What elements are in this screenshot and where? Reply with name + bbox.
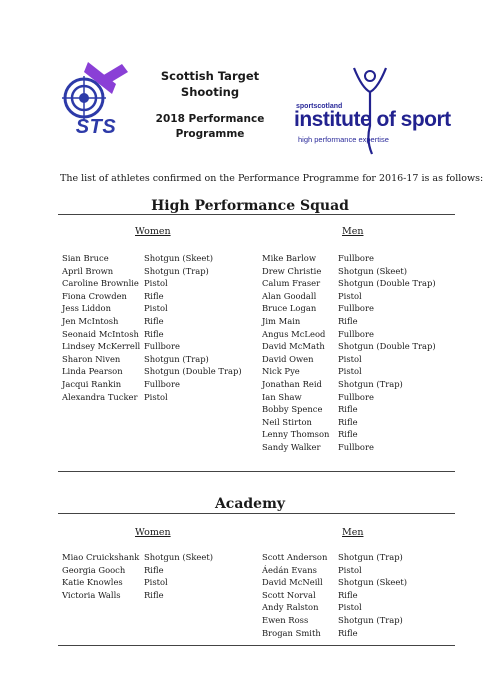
- athlete-name: Scott Norval: [262, 589, 316, 600]
- athlete-row: [262, 315, 436, 328]
- athlete-name: Jen McIntosh: [62, 315, 119, 326]
- athlete-discipline: Pistol: [144, 577, 168, 588]
- athlete-name: Brogan Smith: [262, 627, 321, 638]
- athlete-discipline: Fullbore: [144, 341, 180, 352]
- athlete-row: [62, 378, 242, 391]
- athlete-discipline: Pistol: [144, 391, 168, 402]
- athlete-name: Lindsey McKerrell: [62, 341, 141, 352]
- athlete-name: Bruce Logan: [262, 303, 317, 314]
- athlete-name: Katie Knowles: [62, 577, 123, 588]
- squad-title: High Performance Squad: [151, 198, 349, 214]
- athlete-row: [262, 627, 407, 640]
- athlete-discipline: Fullbore: [144, 378, 180, 389]
- athlete-row: [62, 302, 242, 315]
- athlete-discipline: Shotgun (Skeet): [144, 552, 213, 562]
- athlete-discipline: Rifle: [144, 315, 164, 326]
- athlete-row: [62, 353, 242, 366]
- athlete-discipline: Rifle: [338, 627, 358, 638]
- athlete-name: Bobby Spence: [262, 404, 323, 415]
- athlete-row: [262, 428, 436, 441]
- athlete-discipline: Rifle: [338, 416, 358, 427]
- athlete-discipline: Rifle: [338, 404, 358, 415]
- athlete-discipline: Shotgun (Trap): [144, 353, 209, 364]
- athlete-name: Neil Stirton: [262, 416, 312, 427]
- athlete-discipline: Rifle: [338, 315, 358, 326]
- athlete-row: [262, 365, 436, 378]
- squad-top-rule: [58, 214, 455, 215]
- athlete-discipline: Shotgun (Trap): [144, 265, 209, 276]
- partner-small-text: sportscotland: [296, 103, 343, 110]
- partner-logo-text: institute of sport: [294, 108, 451, 131]
- athlete-name: Alexandra Tucker: [62, 391, 138, 402]
- athlete-name: Scott Anderson: [262, 552, 328, 562]
- athlete-name: Ewen Ross: [262, 614, 309, 625]
- athlete-discipline: Shotgun (Double Trap): [338, 341, 436, 352]
- academy-women-list: [62, 551, 213, 601]
- athlete-discipline: Pistol: [144, 278, 168, 289]
- athlete-name: Nick Pye: [262, 366, 300, 377]
- athlete-row: [262, 441, 436, 454]
- athlete-row: [262, 564, 407, 577]
- athlete-name: Sian Bruce: [62, 253, 109, 263]
- academy-title: Academy: [214, 496, 286, 512]
- athlete-row: [262, 265, 436, 278]
- athlete-discipline: Pistol: [338, 366, 362, 377]
- athlete-name: Jim Main: [262, 315, 301, 326]
- athlete-row: [62, 576, 213, 589]
- athlete-name: Sandy Walker: [262, 441, 321, 452]
- athlete-name: Lenny Thomson: [262, 429, 330, 440]
- athlete-discipline: Fullbore: [338, 328, 374, 339]
- athlete-discipline: Rifle: [144, 564, 164, 575]
- athlete-discipline: Rifle: [144, 328, 164, 339]
- athlete-row: [62, 252, 242, 265]
- athlete-name: Seonaid McIntosh: [62, 328, 139, 339]
- athlete-row: [62, 340, 242, 353]
- athlete-row: [262, 416, 436, 429]
- academy-men-list: [262, 551, 407, 639]
- squad-bottom-rule: [58, 471, 455, 472]
- athlete-name: Caroline Brownlie: [62, 278, 139, 289]
- athlete-name: Ian Shaw: [262, 391, 302, 402]
- athlete-name: Georgia Gooch: [62, 564, 126, 575]
- squad-women-list: [62, 252, 242, 403]
- squad-men-heading: Men: [342, 226, 364, 237]
- organisation-title: Scottish Target Shooting: [160, 69, 260, 99]
- athlete-name: Linda Pearson: [62, 366, 123, 377]
- athlete-discipline: Pistol: [338, 602, 362, 613]
- academy-women-heading: Women: [135, 527, 171, 538]
- athlete-row: [62, 265, 242, 278]
- athlete-row: [62, 589, 213, 602]
- athlete-name: Victoria Walls: [62, 589, 121, 600]
- squad-men-list: [262, 252, 436, 454]
- sts-logo-text: STS: [75, 116, 117, 138]
- athlete-row: [62, 328, 242, 341]
- athlete-row: [62, 315, 242, 328]
- athlete-row: [262, 378, 436, 391]
- athlete-name: April Brown: [62, 265, 114, 276]
- academy-bottom-rule: [58, 645, 455, 646]
- athlete-row: [62, 365, 242, 378]
- athlete-discipline: Fullbore: [338, 253, 374, 263]
- athlete-row: [262, 551, 407, 564]
- academy-top-rule: [58, 513, 455, 514]
- athlete-discipline: Fullbore: [338, 303, 374, 314]
- athlete-name: Jonathan Reid: [262, 378, 322, 389]
- athlete-discipline: Pistol: [338, 353, 362, 364]
- athlete-discipline: Rifle: [338, 429, 358, 440]
- athlete-name: Jess Liddon: [62, 303, 111, 314]
- athlete-row: [262, 290, 436, 303]
- athlete-name: David McMath: [262, 341, 325, 352]
- programme-title: 2018 Performance Programme: [155, 113, 265, 140]
- athlete-row: [62, 551, 213, 564]
- athlete-discipline: Pistol: [338, 290, 362, 301]
- athlete-row: [62, 290, 242, 303]
- athlete-discipline: Shotgun (Skeet): [338, 577, 407, 588]
- athlete-row: [262, 252, 436, 265]
- athlete-discipline: Shotgun (Double Trap): [144, 366, 242, 377]
- athlete-row: [262, 601, 407, 614]
- athlete-row: [262, 302, 436, 315]
- athlete-name: Calum Fraser: [262, 278, 321, 289]
- athlete-row: [262, 328, 436, 341]
- athlete-row: [262, 391, 436, 404]
- athlete-row: [262, 576, 407, 589]
- athlete-name: David Owen: [262, 353, 314, 364]
- athlete-discipline: Shotgun (Trap): [338, 614, 403, 625]
- athlete-name: Fiona Crowden: [62, 290, 127, 301]
- athlete-row: [262, 403, 436, 416]
- athlete-row: [262, 340, 436, 353]
- squad-women-heading: Women: [135, 226, 171, 237]
- athlete-name: David McNeill: [262, 577, 323, 588]
- athlete-discipline: Fullbore: [338, 391, 374, 402]
- athlete-discipline: Rifle: [144, 290, 164, 301]
- athlete-discipline: Rifle: [144, 589, 164, 600]
- academy-men-heading: Men: [342, 527, 364, 538]
- athlete-row: [262, 614, 407, 627]
- athlete-discipline: Shotgun (Double Trap): [338, 278, 436, 289]
- athlete-name: Andy Ralston: [262, 602, 319, 613]
- athlete-discipline: Shotgun (Trap): [338, 552, 403, 562]
- athlete-name: Drew Christie: [262, 265, 322, 276]
- athlete-name: Miao Cruickshank: [62, 552, 140, 562]
- athlete-row: [62, 564, 213, 577]
- athlete-row: [262, 277, 436, 290]
- athlete-name: Áedán Evans: [262, 564, 317, 575]
- athlete-name: Alan Goodall: [262, 290, 317, 301]
- athlete-row: [262, 353, 436, 366]
- athlete-row: [62, 391, 242, 404]
- athlete-discipline: Rifle: [338, 589, 358, 600]
- athlete-discipline: Shotgun (Skeet): [338, 265, 407, 276]
- athlete-row: [262, 589, 407, 602]
- athlete-name: Sharon Niven: [62, 353, 121, 364]
- partner-tagline: high performance expertise: [298, 135, 389, 144]
- athlete-discipline: Pistol: [338, 564, 362, 575]
- athlete-discipline: Shotgun (Skeet): [144, 253, 213, 263]
- athlete-name: Angus McLeod: [262, 328, 326, 339]
- athlete-name: Jacqui Rankin: [62, 378, 122, 389]
- athlete-discipline: Fullbore: [338, 441, 374, 452]
- athlete-row: [62, 277, 242, 290]
- intro-text: The list of athletes confirmed on the Performance Programme for 2016-17 is as follows:: [60, 173, 484, 184]
- athlete-name: Mike Barlow: [262, 253, 316, 263]
- athlete-discipline: Shotgun (Trap): [338, 378, 403, 389]
- athlete-discipline: Pistol: [144, 303, 168, 314]
